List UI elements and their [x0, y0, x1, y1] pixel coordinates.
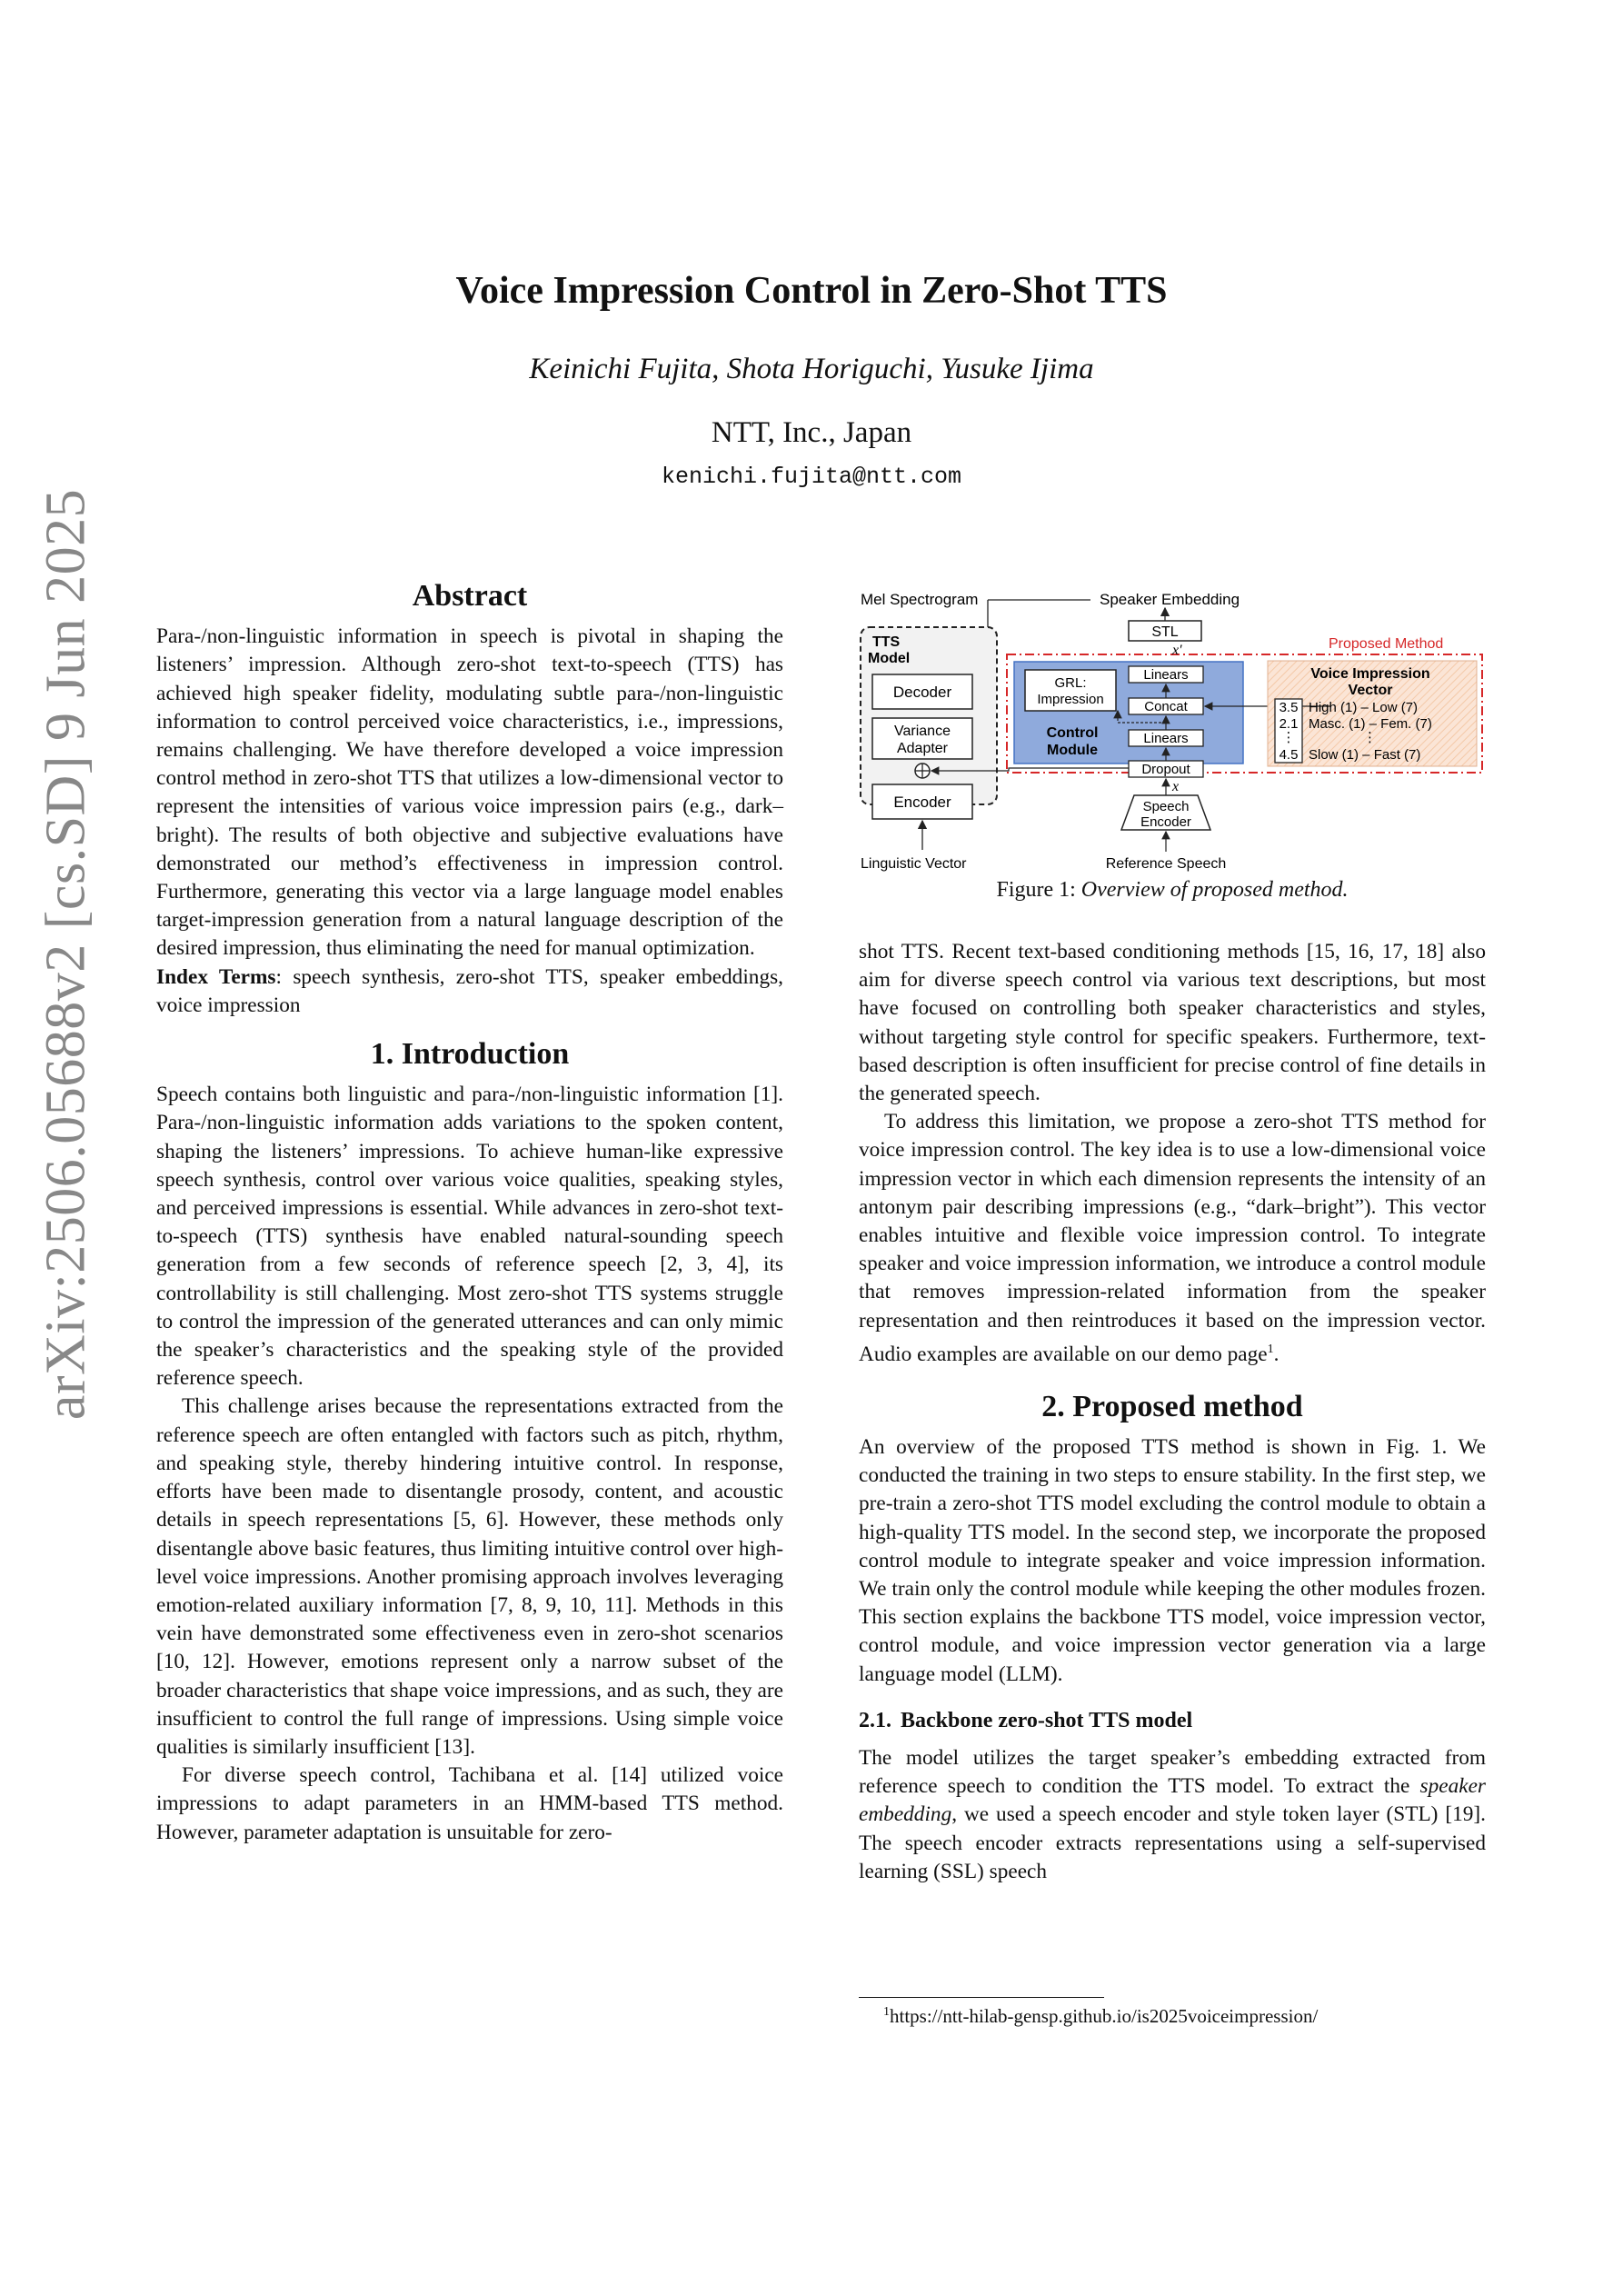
footnote-mark: 1 — [1267, 1342, 1274, 1356]
footnote — [883, 2005, 1318, 2028]
subsection-number: 2.1. — [859, 1708, 891, 1732]
linears-mid-label: Linears — [1143, 731, 1189, 746]
control-module-label: Module — [1047, 743, 1098, 758]
vector-value: 2.1 — [1279, 716, 1299, 732]
footnote-url: https://ntt-hilab-gensp.github.io/is2025voiceimpression/ — [890, 2005, 1319, 2027]
impression-pair: High (1) – Low (7) — [1309, 700, 1419, 715]
impression-pair: Slow (1) – Fast (7) — [1309, 747, 1421, 763]
tts-model-label: TTS — [872, 634, 901, 650]
paper-title: Voice Impression Control in Zero-Shot TTS — [455, 270, 1168, 312]
x-prime-label: x′ — [1172, 643, 1182, 658]
intro-heading: 1. Introduction — [370, 1037, 570, 1072]
figure-1 — [854, 586, 1490, 886]
speech-encoder-label: Speech — [1142, 799, 1190, 814]
subsection-heading — [859, 1707, 1486, 1735]
figure-caption — [859, 878, 1486, 903]
arxiv-stamp — [35, 245, 98, 1663]
grl-label: GRL: — [1054, 675, 1087, 691]
variance-adapter-label: Adapter — [896, 741, 949, 756]
footnote-rule — [859, 1997, 1104, 1998]
index-terms — [156, 963, 783, 1020]
speech-encoder-label: Encoder — [1140, 814, 1191, 830]
abstract-body: Para-/non-linguistic information in speech is pivotal in shaping the listeners’ impression. Although zero-shot text-to-speech (TTS) has achieved high speaker fidelity, modulating subtle para-/non-linguistic information to control perceived voice characteristics, i.e., impressions, remains challenging. We have therefore developed a voice impression control method in zero-shot TTS that utilizes a low-dimensional vector to represent the intensities of various voice impression pairs (e.g., dark–bright). The results of both objective and subjective evaluations have demonstrated our method’s effectiveness in impression control. Furthermore, generating this vector via a large language model enables target-impression generation from a natural language description of the desired impression, thus eliminating the need for manual optimization. — [156, 624, 783, 961]
proposed-method-label: Proposed Method — [1329, 636, 1444, 652]
variance-adapter-label: Variance — [894, 724, 951, 739]
grl-label: Impression — [1037, 692, 1104, 707]
intro-paragraph: To address this limitation, we propose a zero-shot TTS method for voice impression control. The key idea is to use a low-dimensional voice impression vector in which each dimension represents the intensity of an antonym pair describing impressions (e.g., “dark–bright”). This vector enables intuitive and flexible voice impression control. To integrate speaker and voice impression information, we introduce a control module that removes impression-related information from the speaker representation and then reintroduces it based on the impression vector. Audio examples are available on our demo page$^1$. — [859, 1110, 1486, 1366]
intro-paragraph-text: To address this limitation, we propose a zero-shot TTS method for voice impression control. The key idea is to use a low-dimensional voice impression vector in which each dimension represents the intensity of an antonym pair describing impressions (e.g., “dark–bright”). This vector enables intuitive and flexible voice impression control. To integrate speaker and voice impression information, we introduce a control module that removes impression-related information from the speaker representation and then reintroduces it based on the impression vector. Audio examples are available on our demo page — [859, 1110, 1486, 1366]
backbone-emphasis: speaker embedding — [859, 1774, 1486, 1827]
vector-value: ⋮ — [1281, 730, 1296, 745]
figure-caption-text: Overview of proposed method. — [1080, 878, 1349, 902]
author-list: Keinichi Fujita, Shota Horiguchi, Yusuke Ijima — [529, 353, 1094, 385]
backbone-text: The model utilizes the target speaker’s embedding extracted from reference speech to condition the TTS model. To extract the — [859, 1746, 1486, 1799]
method-paragraph: An overview of the proposed TTS method is shown in Fig. 1. We conducted the training in two steps to ensure stability. In the first step, we pre-train a zero-shot TTS model excluding the control module to obtain a high-quality TTS model. In the second step, we incorporate the proposed control module to integrate speaker and voice impression information. We train only the control module while keeping the other modules frozen. This section explains the backbone TTS model, voice impression vector, control module, and voice impression vector generation via a large language model (LLM). — [859, 1435, 1486, 1686]
subsection-title: Backbone zero-shot TTS model — [901, 1708, 1193, 1732]
stl-label: STL — [1151, 624, 1179, 640]
method-heading: 2. Proposed method — [1041, 1389, 1303, 1423]
abstract-heading: Abstract — [412, 579, 528, 613]
tts-model-label: Model — [868, 651, 911, 666]
intro-paragraph: shot TTS. Recent text-based conditioning methods [15, 16, 17, 18] also aim for diverse speech control via various text descriptions, but most have focused on controlling both speaker characteristics and styles, without targeting style control for specific speakers. Furthermore, text-based description is often insufficient for precise control of fine details in the generated speech. — [859, 940, 1486, 1106]
intro-paragraph: This challenge arises because the representations extracted from the reference speech are often entangled with factors such as pitch, rhythm, and speaking style, thereby hindering intuitive control. In response, efforts have been made to disentangle prosody, content, and acoustic details in speech representations [5, 6]. However, these methods only disentangle above basic features, thus limiting intuitive control over high-level voice impressions. Another promising approach involves leveraging emotion-related auxiliary information [7, 8, 9, 10, 11]. Methods in this vein have demonstrated some effectiveness even in zero-shot scenarios [10, 12]. However, emotions represent only a narrow subset of the broader characteristics that shape voice impressions, and as such, they are insufficient to control the full range of impressions. Using simple voice qualities is similarly insufficient [13]. — [156, 1394, 783, 1759]
x-label: x — [1172, 779, 1180, 794]
control-module-label: Control — [1046, 725, 1099, 741]
author-email: kenichi.fujita@ntt.com — [661, 464, 962, 490]
intro-paragraph: Speech contains both linguistic and para-/non-linguistic information [1]. Para-/non-linguistic information adds variations to the spoken content, shaping the listeners’ impressions. To achieve human-like expressive speech synthesis, control over various voice qualities, speaking styles, and perceived impressions is essential. While advances in zero-shot text-to-speech (TTS) synthesis have enabled natural-sounding speech generation from a few seconds of reference speech [2, 3, 4], its controllability is still challenging. Most zero-shot TTS systems struggle to control the impression of the generated utterances and can only mimic the speaker’s characteristics and the speaking style of the provided reference speech. — [156, 1083, 783, 1391]
linguistic-vector-label: Linguistic Vector — [861, 856, 967, 872]
concat-label: Concat — [1144, 699, 1188, 714]
voice-impression-title: Vector — [1348, 683, 1393, 698]
backbone-text: , we used a speech encoder and style token layer (STL) [19]. The speech encoder extracts representations using a self-supervised learning (SSL) speech — [859, 1802, 1486, 1883]
reference-speech-label: Reference Speech — [1105, 856, 1227, 872]
intro-paragraph: For diverse speech control, Tachibana et al. [14] utilized voice impressions to adapt parameters in an HMM-based TTS method. However, parameter adaptation is unsuitable for zero- — [156, 1763, 783, 1844]
encoder-label: Encoder — [893, 794, 951, 811]
affiliation: NTT, Inc., Japan — [711, 416, 912, 449]
method-diagram — [854, 586, 1490, 877]
decoder-label: Decoder — [892, 684, 952, 701]
linears-top-label: Linears — [1143, 667, 1189, 683]
right-column — [859, 938, 1486, 1886]
dropout-label: Dropout — [1141, 762, 1190, 777]
speaker-embedding-label: Speaker Embedding — [1100, 591, 1240, 608]
backbone-paragraph — [859, 1744, 1486, 1886]
vector-value: 3.5 — [1279, 700, 1299, 715]
impression-pair: Masc. (1) – Fem. (7) — [1309, 716, 1432, 732]
index-terms-label: Index Terms — [156, 964, 276, 989]
figure-caption-label: Figure 1: — [996, 878, 1076, 902]
voice-impression-title: Voice Impression — [1310, 666, 1430, 682]
mel-spectrogram-label: Mel Spectrogram — [861, 591, 979, 608]
vector-value: 4.5 — [1279, 747, 1299, 763]
index-terms-text: : speech synthesis, zero-shot TTS, speaker embeddings, voice impression — [156, 964, 783, 1017]
impression-pair: ⋮ — [1363, 730, 1377, 745]
arxiv-identifier: arXiv:2506.05688v2 [cs.SD] 9 Jun 2025 — [35, 488, 97, 1421]
left-column — [156, 579, 783, 1847]
footnote-number: 1 — [883, 2005, 890, 2019]
